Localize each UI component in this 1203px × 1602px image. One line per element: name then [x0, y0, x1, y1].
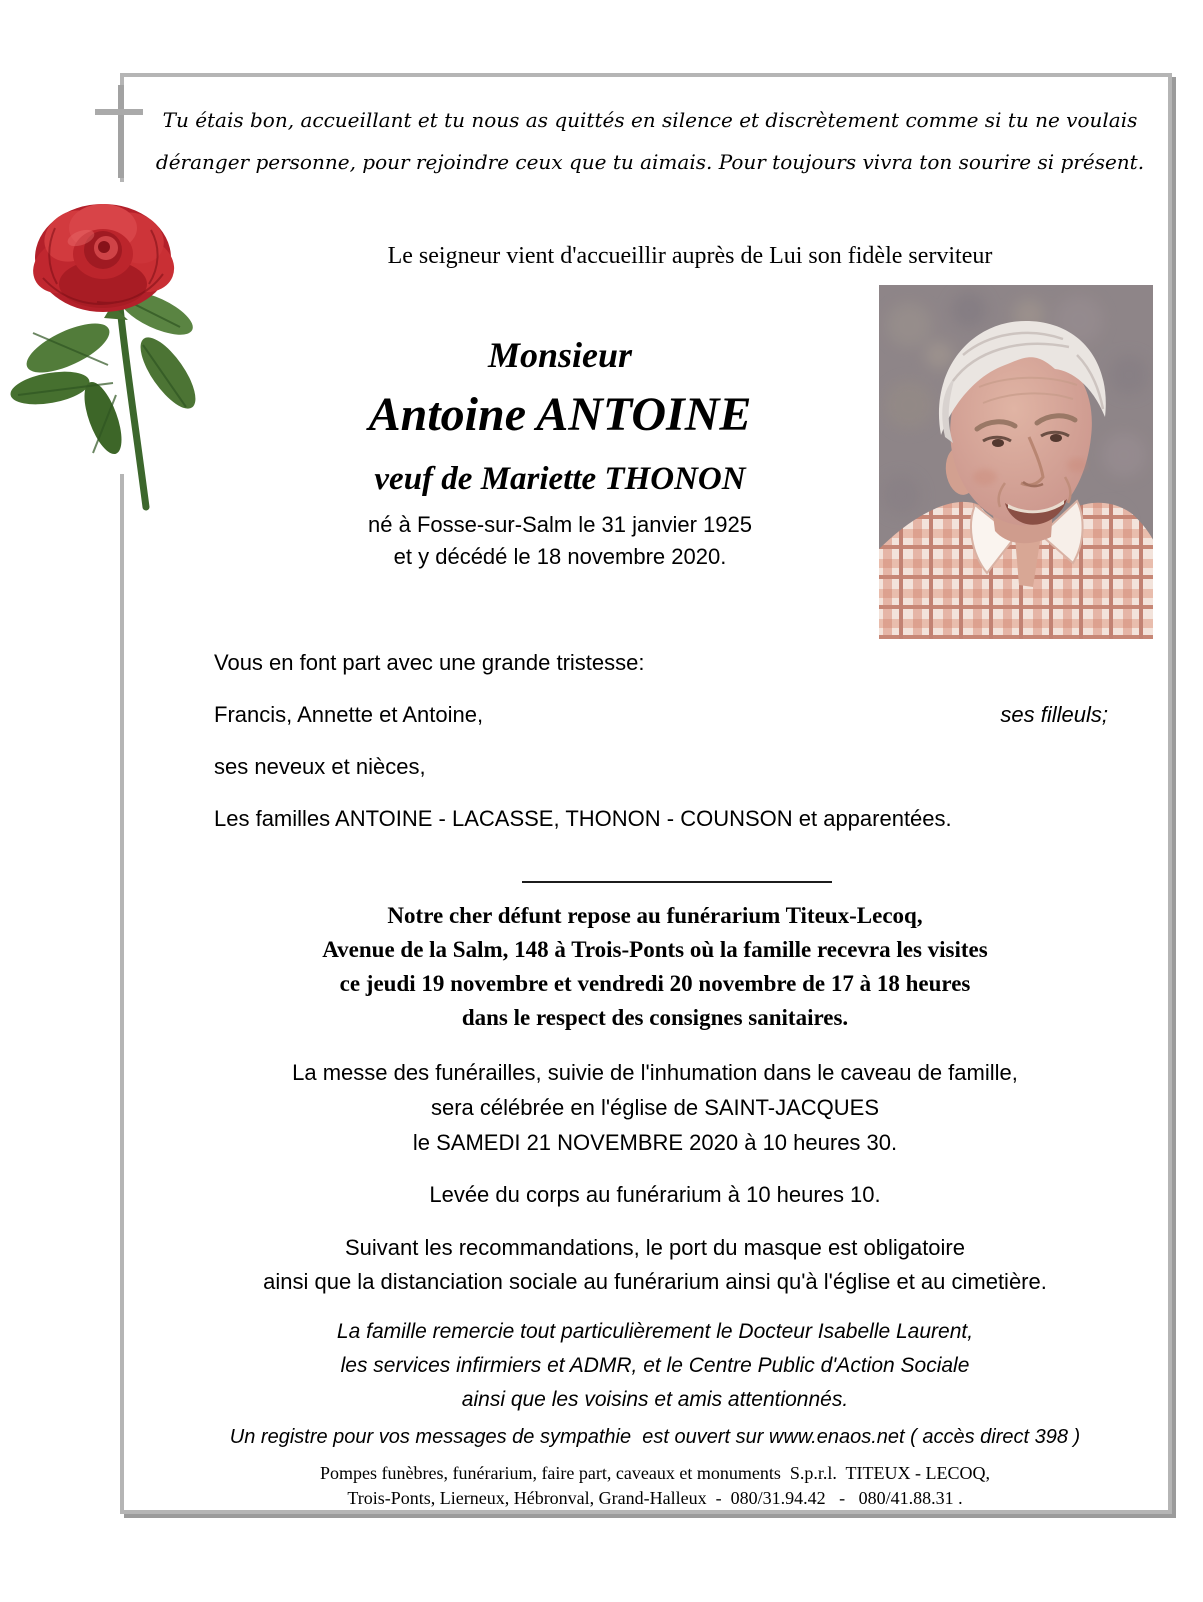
- funerarium-line1: Notre cher défunt repose au funérarium Titeux-Lecoq,: [387, 903, 923, 928]
- rose-head: [24, 200, 183, 312]
- ceremony-line2: sera célébrée en l'église de SAINT-JACQUES: [430, 1095, 880, 1120]
- thanks-line3: ainsi que les voisins et amis attentionnés.: [461, 1388, 849, 1411]
- deceased-title: Monsieur: [487, 335, 633, 375]
- portrait-photo: [879, 285, 1153, 639]
- godchildren-label: ses filleuls;: [1000, 702, 1108, 727]
- deceased-relation: veuf de Mariette THONON: [374, 461, 746, 497]
- announcement-godchildren: [214, 702, 1108, 728]
- memorial-quote-line2: déranger personne, pour rejoindre ceux que tu aimais. Pour toujours vivra ton sourire si présent.: [155, 150, 1145, 174]
- covid-line2: ainsi que la distanciation sociale au funérarium ainsi qu'à l'église et au cimetière.: [263, 1269, 1047, 1294]
- levee-line: Levée du corps au funérarium à 10 heures 10.: [429, 1182, 881, 1207]
- cross-icon: [95, 109, 143, 115]
- deceased-death-line: et y décédé le 18 novembre 2020.: [393, 544, 727, 569]
- register-line: Un registre pour vos messages de sympathie est ouvert sur www.enaos.net ( accès direct 398 ): [229, 1426, 1081, 1448]
- footer-line2: Trois-Ponts, Lierneux, Hébronval, Grand-Halleux - 080/31.94.42 - 080/41.88.31 .: [347, 1488, 963, 1508]
- thanks-line1: La famille remercie tout particulièrement le Docteur Isabelle Laurent,: [336, 1320, 974, 1343]
- funerarium-line4: dans le respect des consignes sanitaires.: [461, 1005, 849, 1030]
- funerarium-line3: ce jeudi 19 novembre et vendredi 20 novembre de 17 à 18 heures: [339, 971, 971, 996]
- cross-icon: [118, 85, 124, 178]
- footer-line1: Pompes funèbres, funérarium, faire part, caveaux et monuments S.p.r.l. TITEUX - LECOQ,: [320, 1463, 990, 1483]
- announcement-heading: Vous en font part avec une grande tristesse:: [214, 650, 645, 675]
- thanks-line2: les services infirmiers et ADMR, et le Centre Public d'Action Sociale: [340, 1354, 970, 1377]
- announcement-families: Les familles ANTOINE - LACASSE, THONON - COUNSON et apparentées.: [214, 806, 952, 831]
- section-divider: [522, 881, 832, 883]
- ceremony-line1: La messe des funérailles, suivie de l'inhumation dans le caveau de famille,: [292, 1060, 1018, 1085]
- ceremony-line3: le SAMEDI 21 NOVEMBRE 2020 à 10 heures 30.: [412, 1130, 898, 1155]
- deceased-name: Antoine ANTOINE: [368, 388, 752, 441]
- godchildren-names: Francis, Annette et Antoine,: [214, 702, 484, 727]
- covid-line1: Suivant les recommandations, le port du masque est obligatoire: [344, 1235, 965, 1260]
- deceased-birth-line: né à Fosse-sur-Salm le 31 janvier 1925: [368, 512, 752, 537]
- memorial-quote-line1: Tu étais bon, accueillant et tu nous as quittés en silence et discrètement comme si tu ne voulais: [162, 108, 1138, 132]
- funerarium-line2: Avenue de la Salm, 148 à Trois-Ponts où la famille recevra les visites: [322, 937, 988, 962]
- intro-line: Le seigneur vient d'accueillir auprès de Lui son fidèle serviteur: [387, 243, 993, 269]
- announcement-nephews: ses neveux et nièces,: [214, 754, 426, 779]
